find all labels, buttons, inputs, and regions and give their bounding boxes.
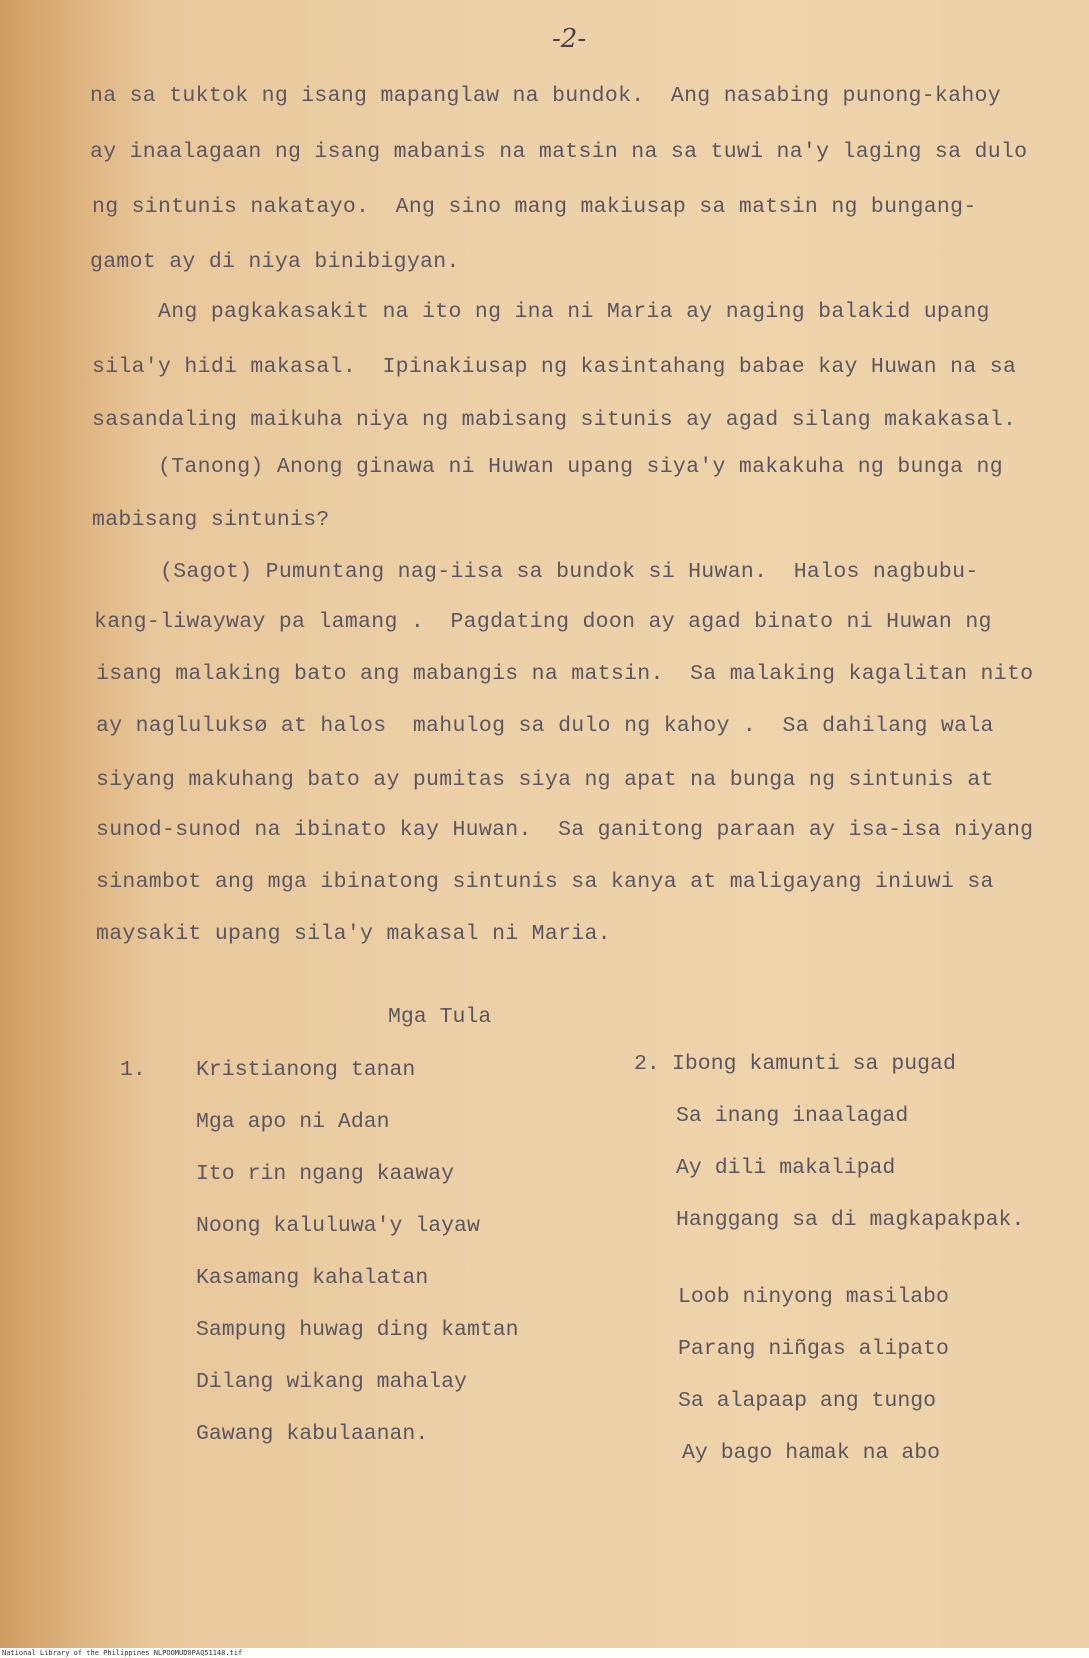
story-line: ay inaalagaan ng isang mabanis na matsin na sa tuwi na'y laging sa dulo (90, 140, 1028, 164)
poems-heading: Mga Tula (388, 1005, 492, 1029)
story-line: ay nagluluksø at halos mahulog sa dulo ng kahoy . Sa dahilang wala (96, 714, 994, 738)
story-line: kang-liwayway pa lamang . Pagdating doon ay agad binato ni Huwan ng (94, 610, 992, 634)
story-line: na sa tuktok ng isang mapanglaw na bundok. Ang nasabing punong-kahoy (90, 84, 1001, 108)
poem-line: Ay bago hamak na abo (682, 1441, 941, 1465)
poem-line: Dilang wikang mahalay (196, 1370, 467, 1394)
poem-line: Sa alapaap ang tungo (678, 1389, 937, 1413)
poem-number: 1. (120, 1058, 146, 1082)
story-line: sinambot ang mga ibinatong sintunis sa kanya at maligayang iniuwi sa (96, 870, 994, 894)
story-line: siyang makuhang bato ay pumitas siya ng apat na bunga ng sintunis at (96, 768, 994, 792)
story-line: (Sagot) Pumuntang nag-iisa sa bundok si Huwan. Halos nagbubu- (94, 560, 979, 584)
story-line: isang malaking bato ang mabangis na matsin. Sa malaking kagalitan nito (96, 662, 1034, 686)
archive-footer: National Library of the Philippines NLPOOMUD0PAQ51148.tif (0, 1648, 1089, 1658)
story-line: Ang pagkakasakit na ito ng ina ni Maria ay naging balakid upang (92, 300, 990, 324)
story-line: mabisang sintunis? (92, 508, 330, 532)
page-number: -2- (552, 24, 587, 54)
poem-line: Hanggang sa di magkapakpak. (676, 1208, 1025, 1232)
story-line: (Tanong) Anong ginawa ni Huwan upang siya'y makakuha ng bunga ng (92, 455, 1003, 479)
poem-number: 2. (634, 1052, 660, 1076)
poem-line: Sa inang inaalagad (676, 1104, 909, 1128)
poem-line: Mga apo ni Adan (196, 1110, 390, 1134)
poem-line: Kasamang kahalatan (196, 1266, 429, 1290)
poem-line: Ibong kamunti sa pugad (672, 1052, 956, 1076)
poem-line: Noong kaluluwa'y layaw (196, 1214, 480, 1238)
story-line: gamot ay di niya binibigyan. (90, 250, 460, 274)
story-line: ng sintunis nakatayo. Ang sino mang makiusap sa matsin ng bungang- (92, 195, 977, 219)
poem-line: Ito rin ngang kaaway (196, 1162, 455, 1186)
poem-line: Loob ninyong masilabo (678, 1285, 949, 1309)
story-line: sunod-sunod na ibinato kay Huwan. Sa ganitong paraan ay isa-isa niyang (96, 818, 1034, 842)
story-line: sasandaling maikuha niya ng mabisang situnis ay agad silang makakasal. (92, 408, 1017, 432)
poem-line: Gawang kabulaanan. (196, 1422, 429, 1446)
poem-line: Sampung huwag ding kamtan (196, 1318, 519, 1342)
poem-line: Kristianong tanan (196, 1058, 416, 1082)
poem-line: Ay dili makalipad (676, 1156, 896, 1180)
story-line: maysakit upang sila'y makasal ni Maria. (96, 922, 611, 946)
poem-line: Parang niñgas alipato (678, 1337, 949, 1361)
story-line: sila'y hidi makasal. Ipinakiusap ng kasintahang babae kay Huwan na sa (92, 355, 1017, 379)
